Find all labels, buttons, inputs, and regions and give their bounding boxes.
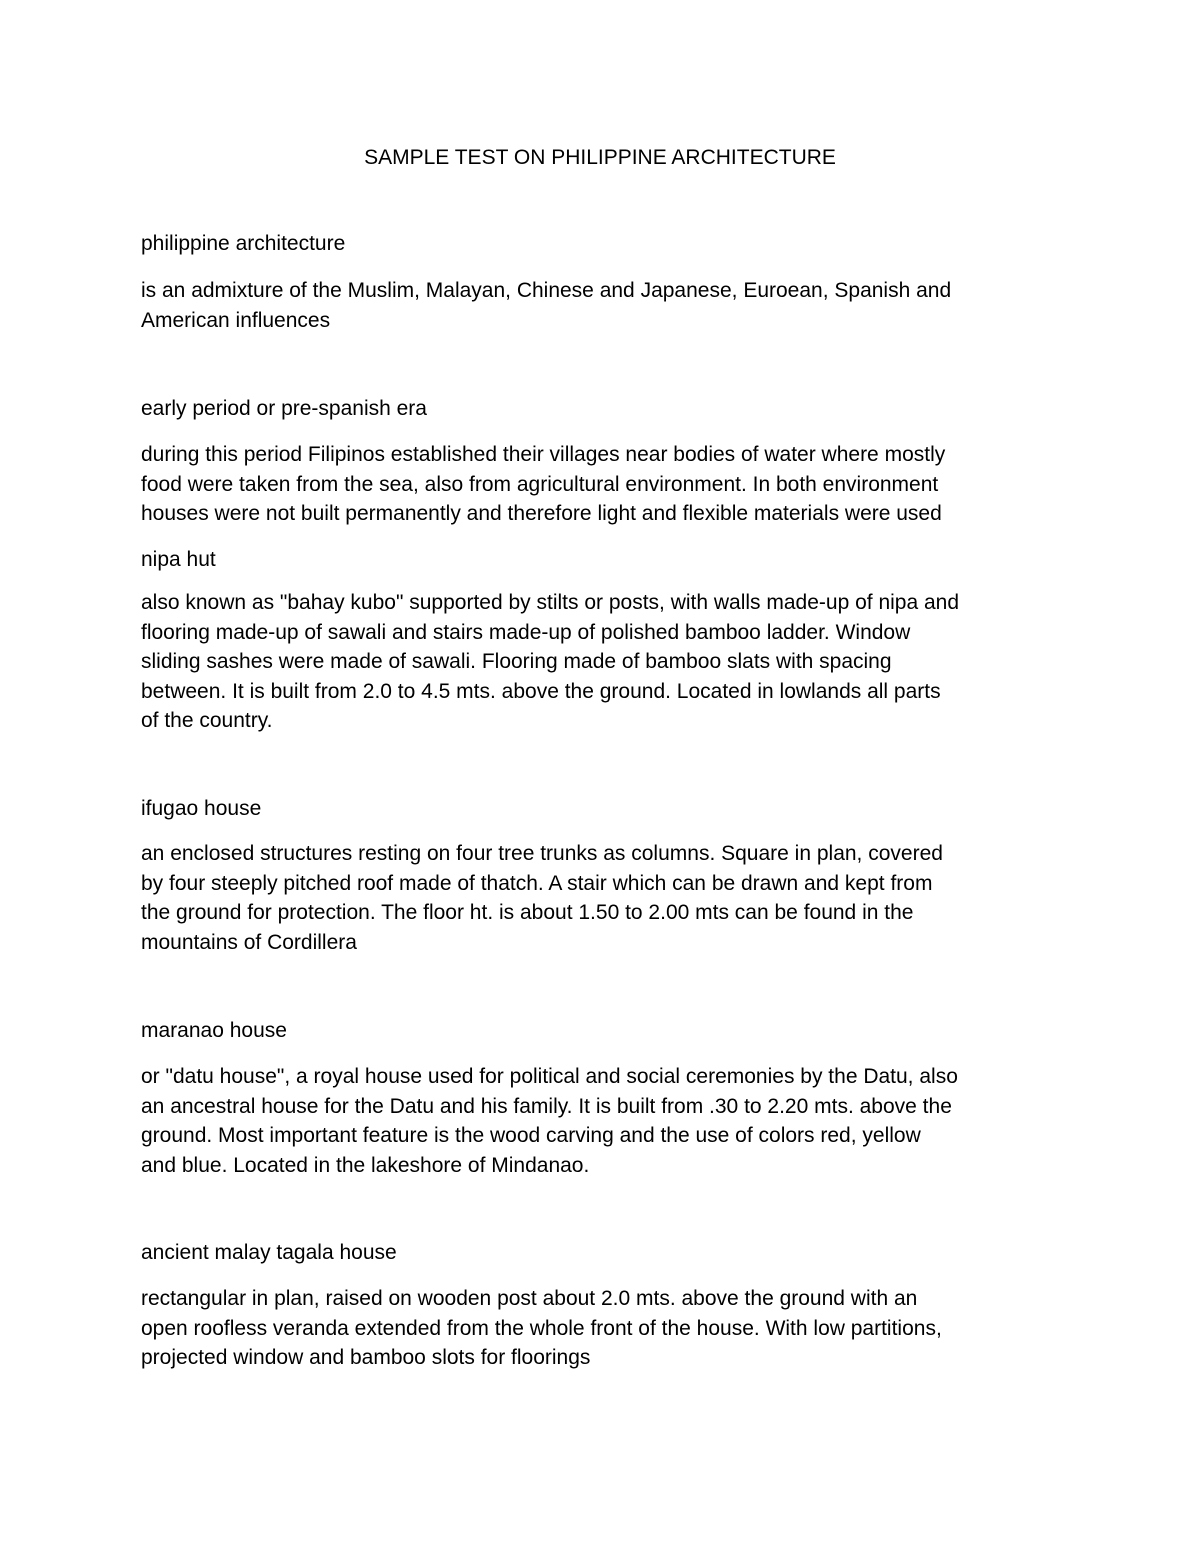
document-title: SAMPLE TEST ON PHILIPPINE ARCHITECTURE	[364, 146, 836, 169]
definition-line: of the country.	[141, 709, 273, 732]
definition-line: open roofless veranda extended from the whole front of the house. With low partitions,	[141, 1316, 942, 1340]
term-label: ifugao house	[141, 797, 262, 820]
term-label: nipa hut	[141, 548, 216, 571]
definition-line: mountains of Cordillera	[141, 930, 357, 954]
definition-line: is an admixture of the Muslim, Malayan, Chinese and Japanese, Euroean, Spanish and	[141, 279, 952, 302]
definition-ancient-malay-tagala-house	[141, 1284, 1081, 1373]
definition-line: rectangular in plan, raised on wooden post about 2.0 mts. above the ground with an	[141, 1287, 918, 1310]
definition-line: the ground for protection. The floor ht. is about 1.50 to 2.00 mts can be found in the	[141, 901, 914, 924]
term-early-period	[141, 394, 1081, 424]
definition-line: or "datu house", a royal house used for political and social ceremonies by the Datu, also	[141, 1065, 958, 1088]
definition-line: during this period Filipinos established their villages near bodies of water where mostly	[141, 443, 946, 466]
definition-line: also known as "bahay kubo" supported by stilts or posts, with walls made-up of nipa and	[141, 591, 960, 614]
term-ancient-malay-tagala-house	[141, 1238, 1081, 1268]
definition-line: by four steeply pitched roof made of thatch. A stair which can be drawn and kept from	[141, 871, 933, 895]
term-ifugao-house	[141, 794, 1081, 824]
definition-philippine-architecture	[141, 276, 1081, 335]
definition-early-period	[141, 440, 1081, 529]
term-label: ancient malay tagala house	[141, 1241, 397, 1264]
term-philippine-architecture	[141, 229, 1081, 259]
definition-maranao-house	[141, 1062, 1081, 1180]
definition-line: projected window and bamboo slots for floorings	[141, 1346, 591, 1369]
term-label: philippine architecture	[141, 232, 346, 255]
term-label: early period or pre-spanish era	[141, 397, 427, 420]
definition-line: American influences	[141, 308, 331, 332]
definition-line: sliding sashes were made of sawali. Flooring made of bamboo slats with spacing	[141, 650, 892, 673]
definition-line: between. It is built from 2.0 to 4.5 mts. above the ground. Located in lowlands all parts	[141, 679, 941, 703]
definition-line: and blue. Located in the lakeshore of Mindanao.	[141, 1153, 590, 1177]
definition-ifugao-house	[141, 839, 1081, 957]
definition-nipa-hut	[141, 588, 1081, 736]
term-maranao-house	[141, 1016, 1081, 1046]
definition-line: houses were not built permanently and therefore light and flexible materials were used	[141, 502, 942, 525]
definition-line: ground. Most important feature is the wood carving and the use of colors red, yellow	[141, 1124, 921, 1147]
definition-line: an enclosed structures resting on four tree trunks as columns. Square in plan, covered	[141, 842, 943, 865]
definition-line: flooring made-up of sawali and stairs made-up of polished bamboo ladder. Window	[141, 620, 911, 644]
term-nipa-hut	[141, 545, 1081, 575]
term-label: maranao house	[141, 1019, 287, 1042]
definition-line: food were taken from the sea, also from agricultural environment. In both environment	[141, 472, 939, 496]
definition-line: an ancestral house for the Datu and his family. It is built from .30 to 2.20 mts. above the	[141, 1094, 952, 1118]
